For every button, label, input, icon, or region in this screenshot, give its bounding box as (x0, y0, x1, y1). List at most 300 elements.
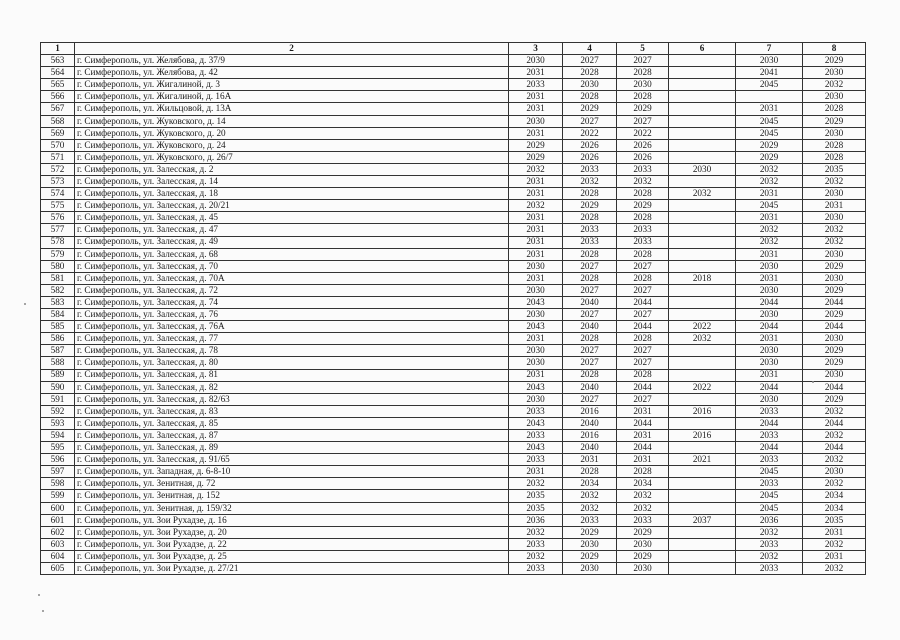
table-row (41, 272, 866, 284)
year-col-7-cell: 2031 (736, 333, 803, 345)
year-col-4-cell: 2033 (563, 224, 617, 236)
address-cell: г. Симферополь, ул. Залесская, д. 78 (75, 345, 509, 357)
year-col-6-cell (669, 224, 736, 236)
year-col-8-cell: 2030 (803, 272, 866, 284)
year-col-4-cell: 2028 (563, 91, 617, 103)
year-col-4-cell: 2034 (563, 478, 617, 490)
year-col-3-cell: 2031 (509, 67, 563, 79)
year-col-3-cell: 2035 (509, 490, 563, 502)
year-col-8-cell: 2029 (803, 260, 866, 272)
scan-speck (24, 303, 26, 305)
address-cell: г. Симферополь, ул. Залесская, д. 80 (75, 357, 509, 369)
address-cell: г. Симферополь, ул. Жильцовой, д. 13А (75, 103, 509, 115)
year-col-8-cell: 2034 (803, 490, 866, 502)
row-number-cell: 583 (41, 296, 75, 308)
year-col-6-cell (669, 393, 736, 405)
address-cell: г. Симферополь, ул. Зенитная, д. 72 (75, 478, 509, 490)
year-col-8-cell: 2029 (803, 309, 866, 321)
year-col-5-cell: 2028 (617, 91, 669, 103)
year-col-8-cell: 2029 (803, 357, 866, 369)
year-col-6-cell (669, 296, 736, 308)
year-col-5-cell: 2026 (617, 151, 669, 163)
address-cell: г. Симферополь, ул. Залесская, д. 76 (75, 309, 509, 321)
row-number-cell: 590 (41, 381, 75, 393)
scan-speck (38, 594, 40, 596)
year-col-4-cell: 2016 (563, 405, 617, 417)
table-row (41, 236, 866, 248)
table-row (41, 321, 866, 333)
scan-speck (42, 610, 44, 612)
year-col-5-cell: 2033 (617, 236, 669, 248)
year-col-4-cell: 2027 (563, 393, 617, 405)
year-col-6-cell: 2018 (669, 272, 736, 284)
table-row (41, 502, 866, 514)
year-col-5-cell: 2029 (617, 103, 669, 115)
row-number-cell: 589 (41, 369, 75, 381)
year-col-6-cell (669, 309, 736, 321)
year-col-5-cell: 2028 (617, 212, 669, 224)
year-col-7-cell: 2044 (736, 442, 803, 454)
year-col-4-cell: 2029 (563, 103, 617, 115)
row-number-cell: 563 (41, 55, 75, 67)
year-col-8-cell: 2032 (803, 79, 866, 91)
year-col-7-cell: 2031 (736, 188, 803, 200)
year-col-3-cell: 2043 (509, 442, 563, 454)
year-col-8-cell: 2031 (803, 200, 866, 212)
row-number-cell: 595 (41, 442, 75, 454)
year-col-6-cell (669, 538, 736, 550)
year-col-4-cell: 2016 (563, 430, 617, 442)
row-number-cell: 600 (41, 502, 75, 514)
year-col-6-cell: 2016 (669, 430, 736, 442)
address-cell: г. Симферополь, ул. Залесская, д. 47 (75, 224, 509, 236)
address-cell: г. Симферополь, ул. Залесская, д. 68 (75, 248, 509, 260)
address-cell: г. Симферополь, ул. Жуковского, д. 26/7 (75, 151, 509, 163)
year-col-6-cell (669, 55, 736, 67)
year-col-4-cell: 2040 (563, 442, 617, 454)
year-col-6-cell (669, 417, 736, 429)
year-col-7-cell: 2045 (736, 502, 803, 514)
year-col-3-cell: 2033 (509, 563, 563, 575)
year-col-5-cell: 2028 (617, 333, 669, 345)
year-col-3-cell: 2030 (509, 55, 563, 67)
address-cell: г. Симферополь, ул. Залесская, д. 91/65 (75, 454, 509, 466)
table-row (41, 454, 866, 466)
address-cell: г. Симферополь, ул. Залесская, д. 49 (75, 236, 509, 248)
address-cell: г. Симферополь, ул. Жуковского, д. 24 (75, 139, 509, 151)
year-col-7-cell: 2032 (736, 224, 803, 236)
year-col-8-cell: 2030 (803, 67, 866, 79)
year-col-5-cell: 2028 (617, 272, 669, 284)
year-col-6-cell (669, 550, 736, 562)
year-col-4-cell: 2028 (563, 67, 617, 79)
row-number-cell: 572 (41, 163, 75, 175)
year-col-6-cell (669, 357, 736, 369)
year-col-7-cell: 2030 (736, 260, 803, 272)
table-row (41, 163, 866, 175)
row-number-cell: 576 (41, 212, 75, 224)
year-col-7-cell: 2045 (736, 466, 803, 478)
year-col-6-cell (669, 442, 736, 454)
year-col-4-cell: 2029 (563, 526, 617, 538)
table-row (41, 55, 866, 67)
year-col-7-cell: 2031 (736, 248, 803, 260)
year-col-4-cell: 2033 (563, 163, 617, 175)
year-col-7-cell: 2044 (736, 321, 803, 333)
table-row (41, 514, 866, 526)
year-col-3-cell: 2031 (509, 369, 563, 381)
year-col-3-cell: 2043 (509, 417, 563, 429)
year-col-4-cell: 2040 (563, 296, 617, 308)
address-cell: г. Симферополь, ул. Залесская, д. 82/63 (75, 393, 509, 405)
year-col-8-cell: 2030 (803, 188, 866, 200)
year-col-6-cell (669, 151, 736, 163)
year-col-6-cell (669, 502, 736, 514)
year-col-5-cell: 2034 (617, 478, 669, 490)
year-col-3-cell: 2043 (509, 321, 563, 333)
year-col-3-cell: 2031 (509, 224, 563, 236)
table-row (41, 79, 866, 91)
row-number-cell: 591 (41, 393, 75, 405)
row-number-cell: 570 (41, 139, 75, 151)
year-col-5-cell: 2044 (617, 381, 669, 393)
year-col-3-cell: 2031 (509, 127, 563, 139)
year-col-7-cell: 2045 (736, 200, 803, 212)
table-row (41, 430, 866, 442)
year-col-7-cell (736, 91, 803, 103)
year-col-4-cell: 2028 (563, 333, 617, 345)
row-number-cell: 586 (41, 333, 75, 345)
row-number-cell: 587 (41, 345, 75, 357)
year-col-4-cell: 2040 (563, 381, 617, 393)
year-col-5-cell: 2030 (617, 538, 669, 550)
year-col-5-cell: 2032 (617, 176, 669, 188)
year-col-5-cell: 2029 (617, 550, 669, 562)
address-cell: г. Симферополь, ул. Жуковского, д. 14 (75, 115, 509, 127)
year-col-3-cell: 2032 (509, 550, 563, 562)
year-col-5-cell: 2027 (617, 284, 669, 296)
table-row (41, 67, 866, 79)
year-col-4-cell: 2027 (563, 309, 617, 321)
year-col-7-cell: 2031 (736, 103, 803, 115)
table-row (41, 139, 866, 151)
address-cell: г. Симферополь, ул. Зои Рухадзе, д. 22 (75, 538, 509, 550)
year-col-3-cell: 2033 (509, 430, 563, 442)
year-col-4-cell: 2033 (563, 236, 617, 248)
header-row (41, 43, 866, 55)
table-row (41, 103, 866, 115)
table-row (41, 248, 866, 260)
address-cell: г. Симферополь, ул. Залесская, д. 74 (75, 296, 509, 308)
year-col-4-cell: 2040 (563, 417, 617, 429)
address-cell: г. Симферополь, ул. Залесская, д. 81 (75, 369, 509, 381)
year-col-6-cell: 2016 (669, 405, 736, 417)
col-header-2: 2 (75, 43, 509, 55)
col-header-8: 8 (803, 43, 866, 55)
table-row (41, 91, 866, 103)
row-number-cell: 575 (41, 200, 75, 212)
year-col-7-cell: 2045 (736, 490, 803, 502)
row-number-cell: 571 (41, 151, 75, 163)
table-row (41, 260, 866, 272)
year-col-4-cell: 2030 (563, 79, 617, 91)
row-number-cell: 580 (41, 260, 75, 272)
year-col-5-cell: 2030 (617, 79, 669, 91)
year-col-8-cell: 2032 (803, 224, 866, 236)
row-number-cell: 603 (41, 538, 75, 550)
year-col-7-cell: 2030 (736, 393, 803, 405)
row-number-cell: 577 (41, 224, 75, 236)
table-row (41, 176, 866, 188)
address-cell: г. Симферополь, ул. Залесская, д. 18 (75, 188, 509, 200)
row-number-cell: 588 (41, 357, 75, 369)
table-body (41, 55, 866, 575)
year-col-8-cell: 2029 (803, 115, 866, 127)
table-row (41, 200, 866, 212)
year-col-4-cell: 2032 (563, 176, 617, 188)
year-col-5-cell: 2029 (617, 200, 669, 212)
year-col-8-cell: 2044 (803, 442, 866, 454)
table-row (41, 333, 866, 345)
year-col-3-cell: 2032 (509, 163, 563, 175)
year-col-6-cell (669, 139, 736, 151)
table-row (41, 224, 866, 236)
year-col-5-cell: 2029 (617, 526, 669, 538)
year-col-7-cell: 2033 (736, 430, 803, 442)
year-col-3-cell: 2032 (509, 478, 563, 490)
address-cell: г. Симферополь, ул. Залесская, д. 2 (75, 163, 509, 175)
year-col-3-cell: 2031 (509, 333, 563, 345)
year-col-8-cell: 2030 (803, 333, 866, 345)
table-row (41, 369, 866, 381)
year-col-7-cell: 2033 (736, 538, 803, 550)
table-row (41, 466, 866, 478)
year-col-8-cell: 2030 (803, 248, 866, 260)
year-col-8-cell: 2028 (803, 151, 866, 163)
year-col-5-cell: 2028 (617, 369, 669, 381)
scan-speck (812, 381, 814, 383)
year-col-8-cell: 2031 (803, 550, 866, 562)
year-col-7-cell: 2032 (736, 236, 803, 248)
address-cell: г. Симферополь, ул. Залесская, д. 82 (75, 381, 509, 393)
year-col-4-cell: 2032 (563, 502, 617, 514)
year-col-7-cell: 2044 (736, 417, 803, 429)
year-col-6-cell: 2022 (669, 321, 736, 333)
row-number-cell: 569 (41, 127, 75, 139)
year-col-4-cell: 2027 (563, 345, 617, 357)
table-row (41, 393, 866, 405)
year-col-6-cell: 2037 (669, 514, 736, 526)
address-cell: г. Симферополь, ул. Залесская, д. 20/21 (75, 200, 509, 212)
year-col-8-cell: 2028 (803, 103, 866, 115)
year-col-4-cell: 2029 (563, 200, 617, 212)
year-col-3-cell: 2033 (509, 454, 563, 466)
table-row (41, 405, 866, 417)
year-col-5-cell: 2031 (617, 454, 669, 466)
year-col-7-cell: 2029 (736, 139, 803, 151)
year-col-7-cell: 2029 (736, 151, 803, 163)
table-row (41, 526, 866, 538)
year-col-5-cell: 2033 (617, 163, 669, 175)
year-col-8-cell: 2029 (803, 284, 866, 296)
row-number-cell: 598 (41, 478, 75, 490)
year-col-7-cell: 2032 (736, 550, 803, 562)
row-number-cell: 585 (41, 321, 75, 333)
year-col-7-cell: 2030 (736, 284, 803, 296)
address-cell: г. Симферополь, ул. Залесская, д. 87 (75, 430, 509, 442)
year-col-8-cell: 2032 (803, 236, 866, 248)
row-number-cell: 568 (41, 115, 75, 127)
year-col-4-cell: 2027 (563, 357, 617, 369)
year-col-5-cell: 2027 (617, 260, 669, 272)
year-col-4-cell: 2032 (563, 490, 617, 502)
year-col-8-cell: 2029 (803, 345, 866, 357)
year-col-8-cell: 2029 (803, 393, 866, 405)
table-row (41, 151, 866, 163)
year-col-3-cell: 2032 (509, 526, 563, 538)
address-cell: г. Симферополь, ул. Залесская, д. 45 (75, 212, 509, 224)
address-cell: г. Симферополь, ул. Залесская, д. 76А (75, 321, 509, 333)
table-row (41, 478, 866, 490)
row-number-cell: 573 (41, 176, 75, 188)
table-row (41, 188, 866, 200)
address-cell: г. Симферополь, ул. Залесская, д. 89 (75, 442, 509, 454)
year-col-5-cell: 2044 (617, 442, 669, 454)
address-cell: г. Симферополь, ул. Жуковского, д. 20 (75, 127, 509, 139)
year-col-3-cell: 2030 (509, 115, 563, 127)
year-col-4-cell: 2027 (563, 55, 617, 67)
table-row (41, 417, 866, 429)
year-col-8-cell: 2032 (803, 176, 866, 188)
year-col-7-cell: 2044 (736, 381, 803, 393)
address-cell: г. Симферополь, ул. Зои Рухадзе, д. 20 (75, 526, 509, 538)
row-number-cell: 582 (41, 284, 75, 296)
year-col-3-cell: 2030 (509, 393, 563, 405)
year-col-5-cell: 2032 (617, 502, 669, 514)
row-number-cell: 574 (41, 188, 75, 200)
year-col-8-cell: 2030 (803, 127, 866, 139)
year-col-8-cell: 2032 (803, 430, 866, 442)
year-col-5-cell: 2031 (617, 430, 669, 442)
year-col-6-cell: 2021 (669, 454, 736, 466)
table-row (41, 490, 866, 502)
year-col-5-cell: 2044 (617, 296, 669, 308)
year-col-5-cell: 2027 (617, 393, 669, 405)
table-row (41, 538, 866, 550)
year-col-8-cell: 2030 (803, 466, 866, 478)
year-col-5-cell: 2027 (617, 357, 669, 369)
year-col-7-cell: 2031 (736, 272, 803, 284)
table-row (41, 115, 866, 127)
year-col-8-cell: 2035 (803, 163, 866, 175)
year-col-4-cell: 2040 (563, 321, 617, 333)
address-cell: г. Симферополь, ул. Залесская, д. 77 (75, 333, 509, 345)
address-cell: г. Симферополь, ул. Желябова, д. 42 (75, 67, 509, 79)
address-cell: г. Симферополь, ул. Залесская, д. 83 (75, 405, 509, 417)
row-number-cell: 601 (41, 514, 75, 526)
year-col-7-cell: 2033 (736, 478, 803, 490)
col-header-4: 4 (563, 43, 617, 55)
row-number-cell: 566 (41, 91, 75, 103)
table-row (41, 296, 866, 308)
address-cell: г. Симферополь, ул. Зои Рухадзе, д. 25 (75, 550, 509, 562)
year-col-3-cell: 2033 (509, 538, 563, 550)
year-col-6-cell (669, 67, 736, 79)
year-col-8-cell: 2031 (803, 526, 866, 538)
row-number-cell: 605 (41, 563, 75, 575)
year-col-6-cell: 2030 (669, 163, 736, 175)
row-number-cell: 567 (41, 103, 75, 115)
address-cell: г. Симферополь, ул. Желябова, д. 37/9 (75, 55, 509, 67)
year-col-7-cell: 2031 (736, 369, 803, 381)
row-number-cell: 564 (41, 67, 75, 79)
year-col-7-cell: 2032 (736, 176, 803, 188)
table-row (41, 357, 866, 369)
year-col-5-cell: 2028 (617, 248, 669, 260)
year-col-6-cell (669, 79, 736, 91)
table-row (41, 442, 866, 454)
col-header-1: 1 (41, 43, 75, 55)
year-col-3-cell: 2031 (509, 212, 563, 224)
table-row (41, 284, 866, 296)
year-col-6-cell: 2022 (669, 381, 736, 393)
year-col-8-cell: 2044 (803, 296, 866, 308)
year-col-8-cell: 2044 (803, 321, 866, 333)
year-col-4-cell: 2028 (563, 369, 617, 381)
year-col-5-cell: 2028 (617, 67, 669, 79)
row-number-cell: 565 (41, 79, 75, 91)
table-row (41, 563, 866, 575)
row-number-cell: 584 (41, 309, 75, 321)
year-col-4-cell: 2027 (563, 115, 617, 127)
table-row (41, 127, 866, 139)
year-col-4-cell: 2030 (563, 538, 617, 550)
address-cell: г. Симферополь, ул. Зои Рухадзе, д. 27/21 (75, 563, 509, 575)
row-number-cell: 596 (41, 454, 75, 466)
year-col-7-cell: 2030 (736, 345, 803, 357)
year-col-7-cell: 2033 (736, 454, 803, 466)
year-col-8-cell: 2030 (803, 369, 866, 381)
year-col-6-cell (669, 526, 736, 538)
year-col-6-cell (669, 563, 736, 575)
year-col-4-cell: 2030 (563, 563, 617, 575)
year-col-3-cell: 2033 (509, 79, 563, 91)
year-col-6-cell (669, 103, 736, 115)
year-col-4-cell: 2028 (563, 212, 617, 224)
year-col-3-cell: 2035 (509, 502, 563, 514)
year-col-3-cell: 2030 (509, 357, 563, 369)
year-col-4-cell: 2022 (563, 127, 617, 139)
col-header-6: 6 (669, 43, 736, 55)
address-cell: г. Симферополь, ул. Зенитная, д. 152 (75, 490, 509, 502)
year-col-5-cell: 2033 (617, 514, 669, 526)
year-col-4-cell: 2026 (563, 151, 617, 163)
year-col-3-cell: 2031 (509, 236, 563, 248)
year-col-5-cell: 2033 (617, 224, 669, 236)
year-col-4-cell: 2028 (563, 272, 617, 284)
year-col-7-cell: 2030 (736, 309, 803, 321)
year-col-5-cell: 2027 (617, 345, 669, 357)
col-header-3: 3 (509, 43, 563, 55)
year-col-6-cell (669, 248, 736, 260)
year-col-7-cell: 2033 (736, 405, 803, 417)
year-col-5-cell: 2044 (617, 417, 669, 429)
address-cell: г. Симферополь, ул. Залесская, д. 72 (75, 284, 509, 296)
year-col-3-cell: 2030 (509, 284, 563, 296)
address-cell: г. Симферополь, ул. Зои Рухадзе, д. 16 (75, 514, 509, 526)
year-col-6-cell (669, 345, 736, 357)
year-col-3-cell: 2031 (509, 188, 563, 200)
